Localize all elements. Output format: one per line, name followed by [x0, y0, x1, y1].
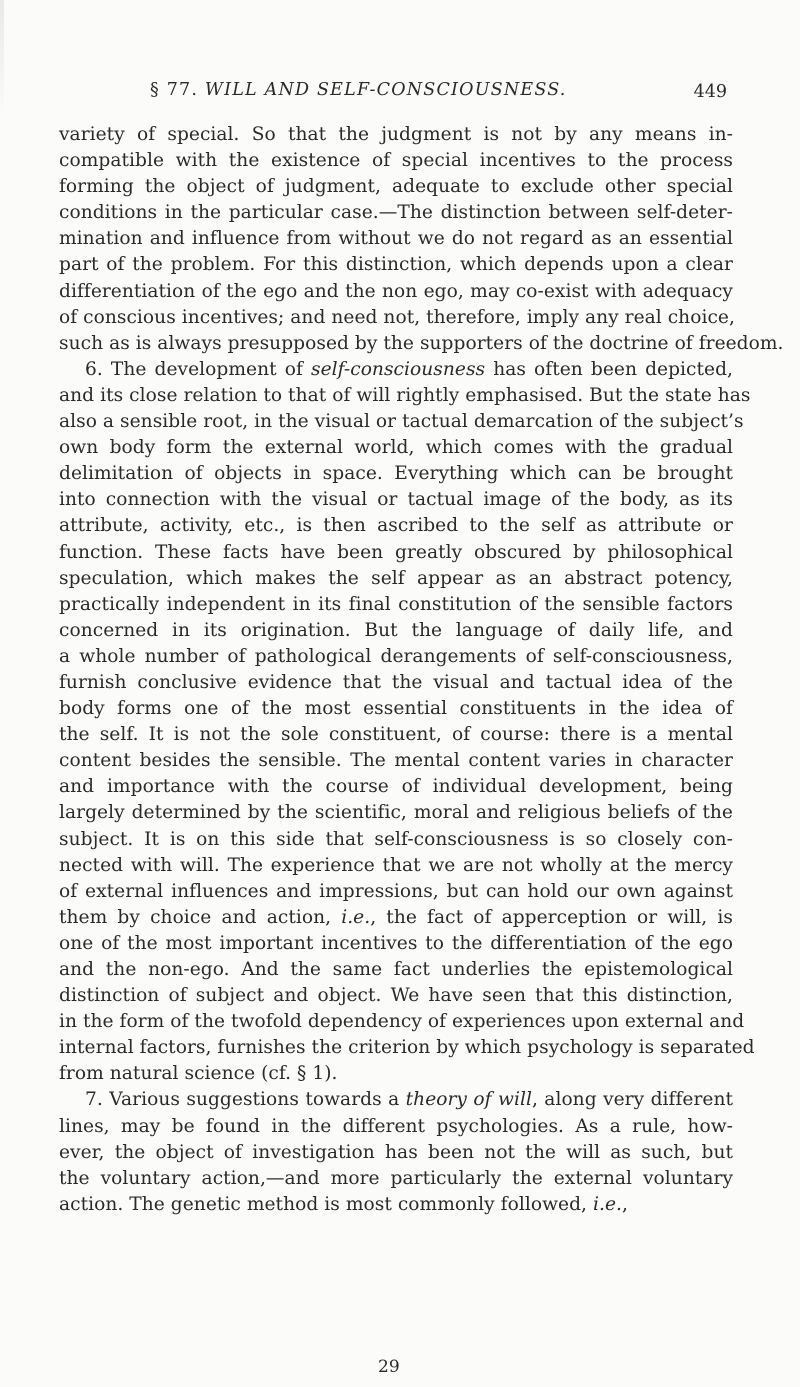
paragraph — [59, 122, 784, 357]
text-line: variety of special. So that the judgment is not by any means in- — [59, 124, 733, 145]
scan-edge-shadow — [0, 0, 4, 120]
text-line: subject. It is on this side that self-consciousness is so closely con- — [59, 828, 733, 850]
signature-mark: 29 — [378, 1357, 400, 1377]
text-line: body forms one of the most essential constituents in the idea of — [59, 698, 733, 720]
text-line: attribute, activity, etc., is then ascribed to the self as attribute or — [59, 515, 733, 537]
text-line: part of the problem. For this distinction, which depends upon a clear — [59, 254, 733, 276]
text-line: into connection with the visual or tactual image of the body, as its — [59, 489, 733, 511]
text-line: such as is always presupposed by the supporters of the doctrine of freedom. — [59, 332, 784, 354]
text-line: content besides the sensible. The mental content varies in character — [59, 750, 733, 772]
text-line: differentiation of the ego and the non ego, may co-exist with adequacy — [59, 280, 733, 302]
text-line: also a sensible root, in the visual or tactual demarcation of the subject’s — [59, 411, 744, 433]
running-header — [150, 80, 650, 100]
text-line: internal factors, furnishes the criterion by which psychology is separated — [59, 1037, 755, 1059]
text-line: from natural science (cf. § 1). — [59, 1063, 338, 1085]
text-line: the voluntary action,—and more particularly the external voluntary — [59, 1167, 733, 1189]
text-line: 6. The development of self-consciousness has often been depicted, — [85, 358, 733, 380]
text-line: practically independent in its final constitution of the sensible factors — [59, 593, 733, 615]
text-line: lines, may be found in the different psychologies. As a rule, how- — [59, 1115, 733, 1137]
text-line: of conscious incentives; and need not, therefore, imply any real choice, — [59, 306, 735, 328]
text-line: conditions in the particular case.—The distinction between self-deter- — [59, 202, 733, 224]
text-line: forming the object of judgment, adequate to exclude other special — [59, 176, 733, 198]
text-line: function. These facts have been greatly obscured by philosophical — [59, 541, 733, 563]
text-line: delimitation of objects in space. Everything which can be brought — [59, 463, 733, 485]
text-line: largely determined by the scientific, moral and religious beliefs of the — [59, 802, 733, 824]
running-title: WILL AND SELF-CONSCIOUSNESS. — [204, 80, 567, 100]
section-number: § 77. — [150, 80, 199, 100]
text-line: action. The genetic method is most commonly followed, i.e., — [59, 1193, 628, 1215]
text-line: and the non-ego. And the same fact underlies the epistemological — [59, 959, 733, 980]
paragraph — [59, 1087, 733, 1217]
text-line: and importance with the course of individual development, being — [59, 776, 733, 798]
text-line: and its close relation to that of will rightly emphasised. But the state has — [59, 384, 751, 406]
text-line: ever, the object of investigation has been not the will as such, but — [59, 1141, 733, 1163]
text-line: furnish conclusive evidence that the visual and tactual idea of the — [59, 671, 733, 693]
text-line: 7. Various suggestions towards a theory of will, along very different — [85, 1089, 733, 1111]
text-line: in the form of the twofold dependency of experiences upon external and — [59, 1011, 745, 1033]
text-line: one of the most important incentives to the differentiation of the ego — [59, 932, 733, 954]
text-line: nected with will. The experience that we are not wholly at the mercy — [59, 854, 733, 876]
text-line: speculation, which makes the self appear as an abstract potency, — [59, 567, 733, 589]
text-line: of external influences and impressions, but can hold our own against — [59, 880, 733, 902]
text-line: them by choice and action, i.e., the fact of apperception or will, is — [59, 906, 733, 928]
paragraph — [59, 357, 755, 1088]
text-line: own body form the external world, which comes with the gradual — [59, 437, 733, 459]
text-line: distinction of subject and object. We have seen that this distinction, — [59, 985, 733, 1007]
body-text — [59, 122, 784, 1218]
text-line: mination and influence from without we do not regard as an essential — [59, 228, 733, 250]
text-line: compatible with the existence of special incentives to the process — [59, 150, 733, 172]
text-line: concerned in its origination. But the language of daily life, and — [59, 619, 733, 641]
text-line: a whole number of pathological derangements of self-consciousness, — [59, 645, 733, 667]
text-line: the self. It is not the sole constituent, of course: there is a mental — [59, 724, 733, 746]
page-number: 449 — [693, 82, 727, 102]
